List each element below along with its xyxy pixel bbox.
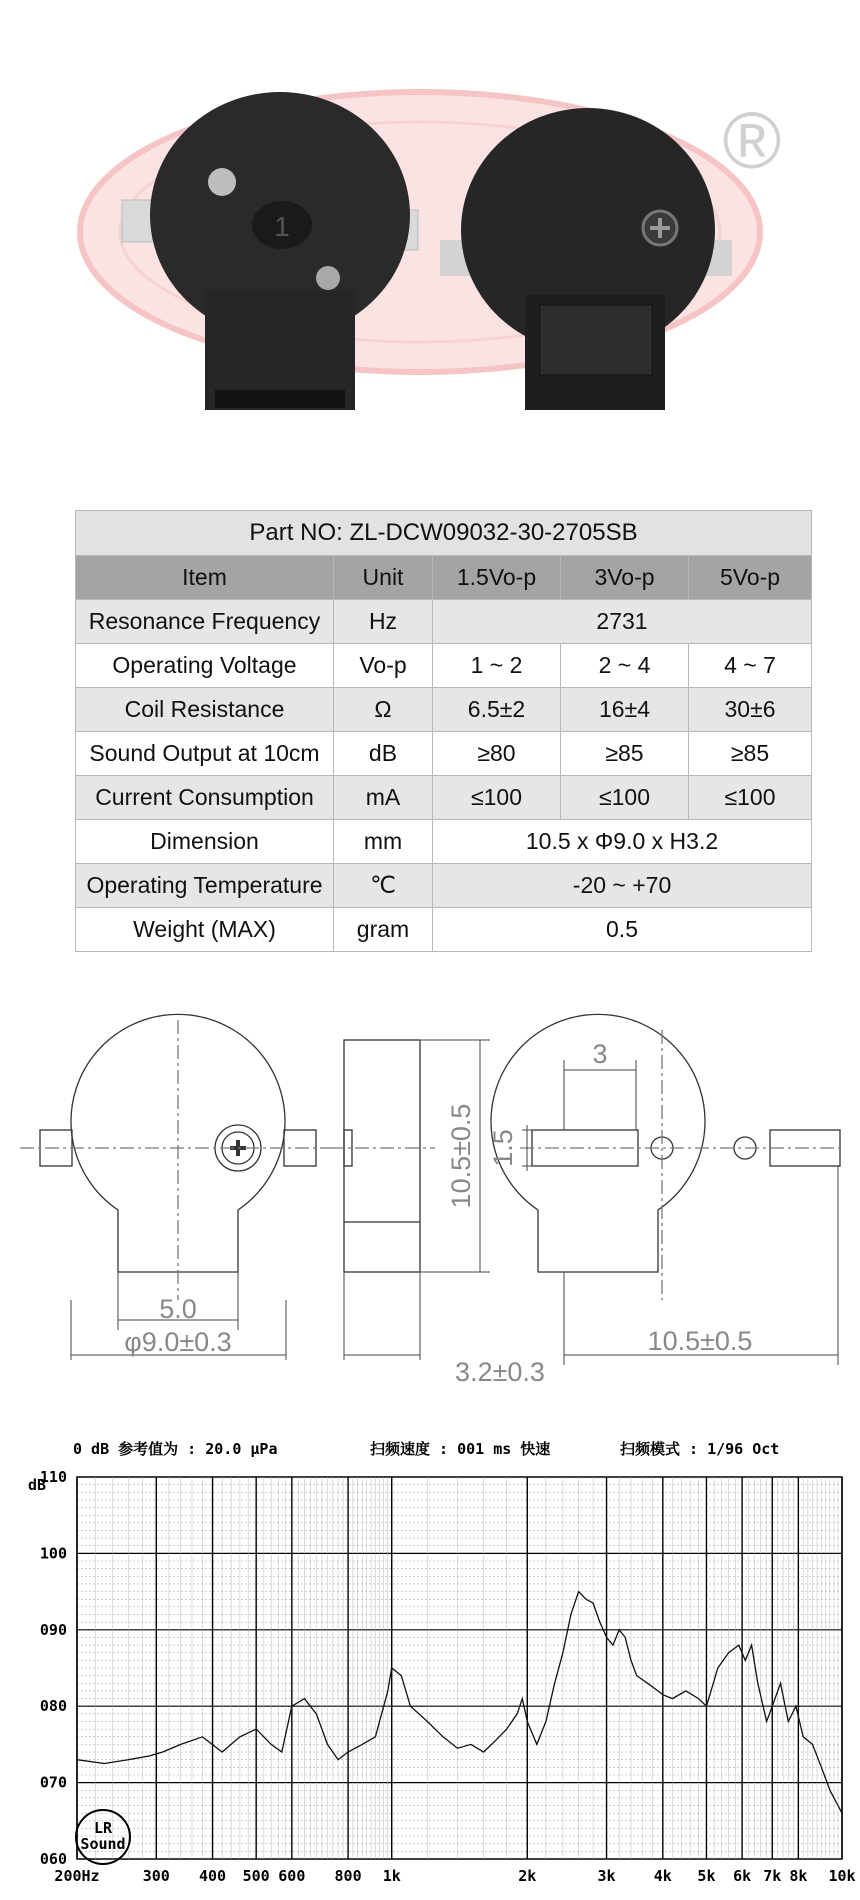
row-unit: dB: [334, 732, 433, 776]
dim-width: 5.0: [159, 1294, 197, 1324]
y-axis-unit: dB: [28, 1476, 47, 1494]
x-tick-labels: [54, 1867, 855, 1885]
table-row: [76, 908, 812, 952]
dim-pin-offset: 3: [592, 1039, 608, 1069]
x-tick-label: 4k: [653, 1867, 672, 1885]
row-unit: mA: [334, 776, 433, 820]
y-tick-label: 110: [39, 1468, 67, 1486]
lr-sound-logo: [76, 1810, 130, 1864]
header-1-5v: 1.5Vo-p: [433, 556, 561, 600]
side-view: [330, 1040, 435, 1272]
table-row: [76, 864, 812, 908]
dim-total-width: 10.5±0.5: [647, 1326, 753, 1356]
row-value: -20 ~ +70: [433, 864, 812, 908]
row-value: 2731: [433, 600, 812, 644]
header-5v: 5Vo-p: [689, 556, 812, 600]
row-item: Current Consumption: [76, 776, 334, 820]
y-tick-label: 060: [39, 1850, 67, 1868]
row-value: 10.5 x Φ9.0 x H3.2: [433, 820, 812, 864]
x-tick-label: 600: [278, 1867, 306, 1885]
row-value: ≤100: [433, 776, 561, 820]
chart-header-mode: 扫频模式 : 1/96 Oct: [620, 1440, 780, 1458]
x-tick-label: 10k: [828, 1867, 856, 1885]
x-tick-label: 1k: [382, 1867, 401, 1885]
table-row: [76, 600, 812, 644]
row-value: ≤100: [561, 776, 689, 820]
x-tick-label: 200Hz: [54, 1867, 100, 1885]
table-row: [76, 644, 812, 688]
front-view: [20, 1014, 330, 1300]
row-unit: Hz: [334, 600, 433, 644]
x-tick-label: 5k: [697, 1867, 716, 1885]
row-unit: gram: [334, 908, 433, 952]
row-value: 0.5: [433, 908, 812, 952]
chart-header-speed: 扫频速度 : 001 ms 快速: [370, 1440, 551, 1458]
chart-header: [73, 1440, 779, 1458]
row-value: 4 ~ 7: [689, 644, 812, 688]
row-item: Operating Temperature: [76, 864, 334, 908]
table-header-row: [76, 556, 812, 600]
row-unit: Ω: [334, 688, 433, 732]
x-tick-label: 8k: [789, 1867, 808, 1885]
row-unit: Vo-p: [334, 644, 433, 688]
row-value: 30±6: [689, 688, 812, 732]
x-tick-label: 6k: [733, 1867, 752, 1885]
row-item: Coil Resistance: [76, 688, 334, 732]
dim-thickness: 3.2±0.3: [455, 1357, 545, 1387]
table-row: [76, 688, 812, 732]
row-unit: ℃: [334, 864, 433, 908]
registered-mark: ®: [722, 96, 782, 185]
table-row: [76, 776, 812, 820]
row-value: ≥85: [561, 732, 689, 776]
row-value: 6.5±2: [433, 688, 561, 732]
y-tick-label: 080: [39, 1697, 67, 1716]
x-tick-label: 3k: [597, 1867, 616, 1885]
x-tick-label: 2k: [518, 1867, 537, 1885]
table-row: [76, 820, 812, 864]
header-3v: 3Vo-p: [561, 556, 689, 600]
part-number-title: Part NO: ZL-DCW09032-30-2705SB: [76, 511, 812, 556]
y-tick-label: 070: [39, 1773, 67, 1792]
row-item: Sound Output at 10cm: [76, 732, 334, 776]
row-value: ≥80: [433, 732, 561, 776]
frequency-response-chart: [0, 1435, 860, 1900]
chart-grid: [77, 1477, 842, 1859]
dim-pin-width: 1.5: [488, 1129, 518, 1167]
dim-diameter: φ9.0±0.3: [124, 1327, 232, 1357]
row-value: 16±4: [561, 688, 689, 732]
row-value: ≤100: [689, 776, 812, 820]
dimension-drawing: [0, 1000, 860, 1400]
row-item: Weight (MAX): [76, 908, 334, 952]
chart-logo-line1: LR: [93, 1819, 113, 1837]
y-tick-label: 100: [39, 1544, 67, 1563]
row-item: Resonance Frequency: [76, 600, 334, 644]
svg-text:1: 1: [274, 211, 290, 242]
x-tick-label: 300: [142, 1867, 170, 1885]
y-tick-label: 090: [39, 1620, 67, 1639]
header-unit: Unit: [334, 556, 433, 600]
x-tick-label: 500: [242, 1867, 270, 1885]
header-item: Item: [76, 556, 334, 600]
dim-height: 10.5±0.5: [446, 1103, 476, 1209]
row-item: Operating Voltage: [76, 644, 334, 688]
table-row: [76, 732, 812, 776]
x-tick-label: 400: [198, 1867, 227, 1885]
row-item: Dimension: [76, 820, 334, 864]
x-tick-label: 7k: [763, 1867, 782, 1885]
row-value: 2 ~ 4: [561, 644, 689, 688]
row-value: 1 ~ 2: [433, 644, 561, 688]
chart-logo-line2: Sound: [80, 1835, 126, 1853]
row-value: ≥85: [689, 732, 812, 776]
spec-table: [75, 510, 812, 952]
product-photo: [0, 0, 860, 480]
row-unit: mm: [334, 820, 433, 864]
chart-header-ref: 0 dB 参考值为 : 20.0 μPa: [73, 1440, 278, 1458]
y-tick-labels: [40, 1468, 67, 1868]
x-tick-label: 800: [334, 1867, 362, 1885]
back-view: [491, 1014, 845, 1300]
